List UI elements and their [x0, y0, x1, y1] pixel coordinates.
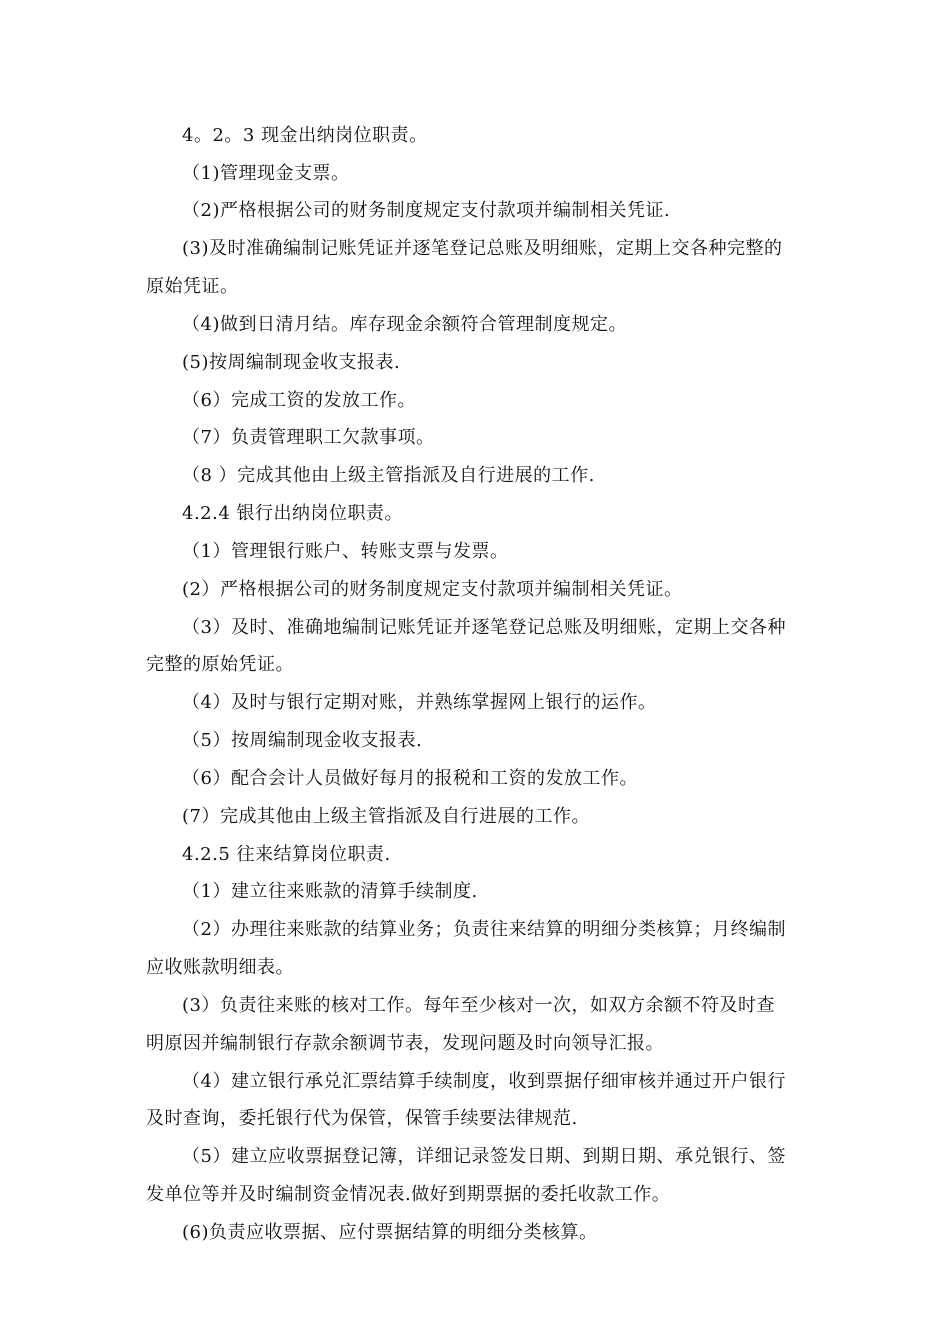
paragraph-line: （5）建立应收票据登记簿，详细记录签发日期、到期日期、承兑银行、签	[182, 1146, 786, 1167]
paragraph-line: 应收账款明细表。	[146, 957, 294, 978]
paragraph-line: （7）负责管理职工欠款事项。	[182, 427, 435, 448]
paragraph-line: （3）及时、准确地编制记账凭证并逐笔登记总账及明细账，定期上交各种	[182, 617, 786, 638]
paragraph-line: 完整的原始凭证。	[146, 654, 294, 675]
paragraph-line: （5）按周编制现金收支报表.	[182, 730, 423, 751]
paragraph-line: 及时查询，委托银行代为保管，保管手续要法律规范.	[146, 1108, 578, 1129]
paragraph-line: (2）严格根据公司的财务制度规定支付款项并编制相关凭证。	[182, 579, 683, 600]
paragraph-line: (5)按周编制现金收支报表.	[182, 352, 401, 373]
paragraph-line: （2)严格根据公司的财务制度规定支付款项并编制相关凭证.	[182, 200, 671, 221]
paragraph-line: 原始凭证。	[146, 276, 239, 297]
paragraph-line: （6）完成工资的发放工作。	[182, 390, 416, 411]
paragraph-line: （4)做到日清月结。库存现金余额符合管理制度规定。	[182, 314, 627, 335]
paragraph-line: （1）建立往来账款的清算手续制度.	[182, 881, 478, 902]
paragraph-line: （1)管理现金支票。	[182, 163, 350, 184]
paragraph-line: (3)及时准确编制记账凭证并逐笔登记总账及明细账，定期上交各种完整的	[182, 238, 783, 259]
section-heading-4-2-3: 4。2。3 现金出纳岗位职责。	[182, 125, 428, 146]
paragraph-line: （2）办理往来账款的结算业务；负责往来结算的明细分类核算；月终编制	[182, 919, 786, 940]
paragraph-line: （4）及时与银行定期对账，并熟练掌握网上银行的运作。	[182, 692, 657, 713]
paragraph-line: (6)负责应收票据、应付票据结算的明细分类核算。	[182, 1222, 598, 1243]
section-heading-4-2-4: 4.2.4 银行出纳岗位职责。	[182, 503, 404, 524]
paragraph-line: 明原因并编制银行存款余额调节表，发现问题及时向领导汇报。	[146, 1033, 664, 1054]
section-heading-4-2-5: 4.2.5 往来结算岗位职责.	[182, 844, 391, 865]
paragraph-line: (7）完成其他由上级主管指派及自行进展的工作。	[182, 806, 590, 827]
paragraph-line: （1）管理银行账户、转账支票与发票。	[182, 541, 509, 562]
paragraph-line: （4）建立银行承兑汇票结算手续制度，收到票据仔细审核并通过开户银行	[182, 1071, 786, 1092]
paragraph-line: 发单位等并及时编制资金情况表.做好到期票据的委托收款工作。	[146, 1184, 671, 1205]
paragraph-line: （8 ）完成其他由上级主管指派及自行进展的工作.	[182, 465, 595, 486]
paragraph-line: （6）配合会计人员做好每月的报税和工资的发放工作。	[182, 768, 638, 789]
paragraph-line: (3）负责往来账的核对工作。每年至少核对一次，如双方余额不符及时查	[182, 995, 775, 1016]
